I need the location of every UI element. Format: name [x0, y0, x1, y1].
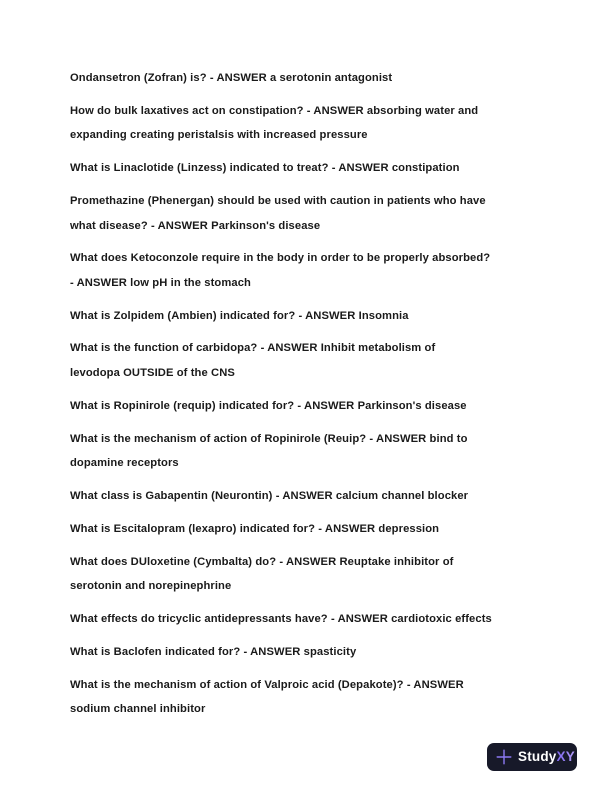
brand-name-accent: XY: [556, 749, 575, 765]
qa-item: [70, 336, 552, 385]
qa-line: How do bulk laxatives act on constipation? - ANSWER absorbing water and: [70, 104, 479, 117]
qa-line: What is Linaclotide (Linzess) indicated to treat? - ANSWER constipation: [70, 162, 460, 175]
qa-line: levodopa OUTSIDE of the CNS: [70, 367, 235, 380]
qa-line: What is the mechanism of action of Ropinirole (Reuip? - ANSWER bind to: [70, 432, 468, 445]
qa-item: [70, 550, 552, 599]
qa-item: [70, 189, 552, 238]
qa-line: Ondansetron (Zofran) is? - ANSWER a serotonin antagonist: [70, 72, 393, 84]
brand-name-primary: Study: [518, 749, 557, 765]
qa-list: [70, 66, 552, 730]
qa-line: What is Baclofen indicated for? - ANSWER spasticity: [70, 645, 357, 658]
qa-item: [70, 394, 552, 419]
qa-line: dopamine receptors: [70, 457, 179, 470]
qa-item: [70, 484, 552, 509]
qa-item: [70, 517, 552, 542]
qa-line: What effects do tricyclic antidepressants have? - ANSWER cardiotoxic effects: [70, 612, 492, 625]
qa-line: What is Ropinirole (requip) indicated for? - ANSWER Parkinson's disease: [70, 399, 467, 412]
qa-line: What class is Gabapentin (Neurontin) - ANSWER calcium channel blocker: [70, 490, 469, 502]
qa-item: [70, 673, 552, 722]
qa-line: What is the function of carbidopa? - ANSWER Inhibit metabolism of: [70, 342, 436, 355]
qa-line: sodium channel inhibitor: [70, 703, 206, 716]
qa-item: [70, 246, 552, 295]
qa-line: What is the mechanism of action of Valproic acid (Depakote)? - ANSWER: [70, 678, 464, 691]
qa-item: [70, 156, 552, 181]
qa-line: expanding creating peristalsis with increased pressure: [70, 129, 368, 142]
qa-item: [70, 304, 552, 329]
qa-item: [70, 99, 552, 148]
qa-line: serotonin and norepinephrine: [70, 580, 232, 593]
qa-item: [70, 640, 552, 665]
qa-item: [70, 607, 552, 632]
qa-line: What is Zolpidem (Ambien) indicated for? - ANSWER Insomnia: [70, 309, 409, 322]
qa-line: What does Ketoconzole require in the body in order to be properly absorbed?: [70, 252, 491, 265]
qa-line: What is Escitalopram (lexapro) indicated for? - ANSWER depression: [70, 522, 440, 535]
brand-name: [518, 750, 575, 764]
qa-item: [70, 427, 552, 476]
qa-line: what disease? - ANSWER Parkinson's disease: [70, 219, 321, 232]
qa-line: Promethazine (Phenergan) should be used with caution in patients who have: [70, 194, 486, 207]
qa-line: What does DUloxetine (Cymbalta) do? - ANSWER Reuptake inhibitor of: [70, 555, 454, 568]
qa-item: [70, 66, 552, 91]
studyxy-logo-badge: [487, 743, 577, 771]
plus-icon: [496, 749, 512, 765]
qa-line: - ANSWER low pH in the stomach: [70, 276, 251, 289]
